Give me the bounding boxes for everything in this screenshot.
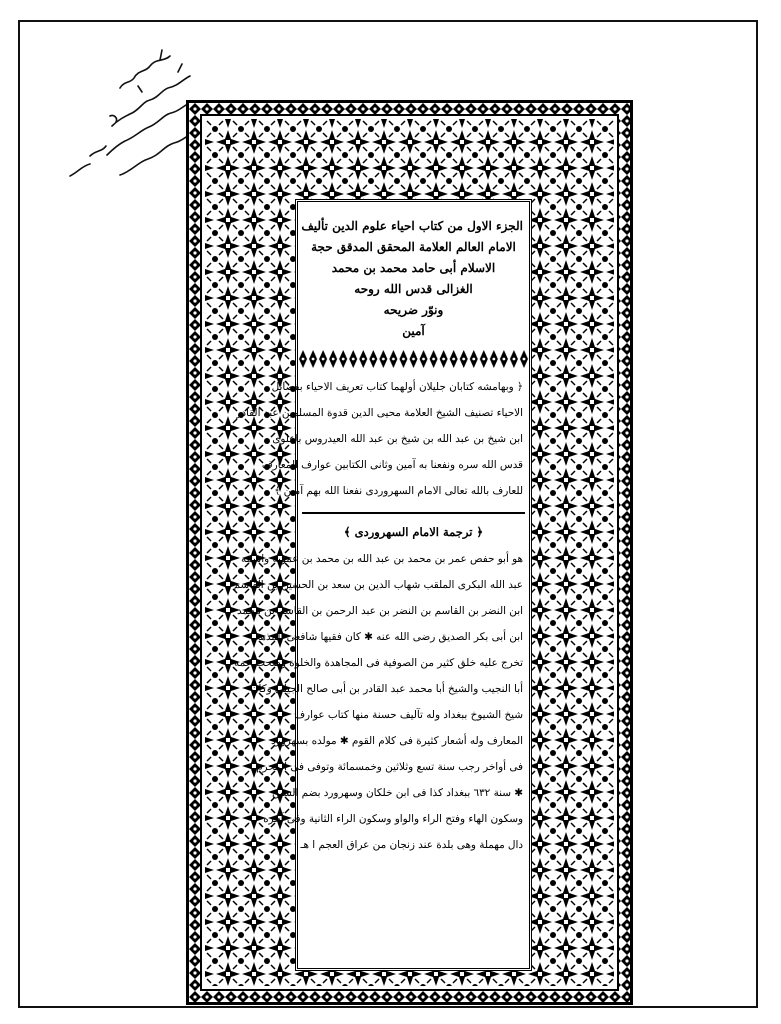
margin-handwritten-note: [50, 46, 200, 196]
paragraph-line: للعارف بالله تعالى الامام السهروردى نفعنا الله بهم آمين ﴾: [274, 485, 523, 497]
paragraph-line: وسكون الهاء وفتح الراء والواو وسكون الراء الثانية وفى آخره: [263, 813, 523, 825]
title-line: ونوّر ضريحه: [383, 303, 444, 317]
title-line: الجزء الاول من كتاب احياء علوم الدين تأليف: [301, 219, 523, 233]
biography-heading: ﴿ ترجمة الامام السهروردى ﴾: [343, 525, 484, 539]
paragraph-line: هو أبو حفص عمر بن محمد بن عبد الله بن محمد بن عمويه واسمه: [240, 553, 523, 565]
paragraph-line: ﴿ وبهامشه كتابان جليلان أولهما كتاب تعريف الاحياء بفضائل: [271, 381, 523, 393]
ornamental-border-frame: [186, 100, 633, 1005]
paragraph-line: أبا النجيب والشيخ أبا محمد عبد القادر بن أبى صالح الجيلى وكان: [250, 683, 523, 695]
paragraph-line: شيخ الشيوخ ببغداد وله تآليف حسنة منها كتاب عوارف: [294, 709, 523, 721]
page-sheet: [18, 20, 758, 1008]
paragraph-line: الاحياء تصنيف الشيخ العلامة محيى الدين قدوة المسلمين عبد القادر: [236, 407, 523, 419]
paragraph-line: عبد الله البكرى الملقب شهاب الدين بن سعد بن الحسين بن القاسم: [233, 579, 523, 591]
title-line: الامام العالم العلامة المحقق المدقق حجة: [311, 240, 516, 254]
text-panel: [233, 199, 532, 971]
biography-paragraph: [233, 544, 529, 860]
paragraph-line: ابن أبى بكر الصديق رضى الله عنه ✱ كان فقيها شافعى المذهب: [250, 631, 523, 643]
title-line: الغزالى قدس الله روحه: [354, 282, 473, 296]
paragraph-line: دال مهملة وهى بلدة عند زنجان من عراق العجم ا هـ: [300, 839, 523, 851]
paragraph-line: تخرج عليه خلق كثير من الصوفية فى المجاهدة والخلوة وصحب عمه: [234, 657, 523, 669]
title-line: آمين: [402, 324, 425, 338]
handwriting-scribble: [50, 46, 200, 196]
paragraph-line: ابن النضر بن القاسم بن النضر بن عبد الرحمن بن القاسم بن محمد: [236, 605, 523, 617]
paragraph-line: فى أواخر رجب سنة تسع وثلاثين وخمسمائة وتوفى فى المحرم: [256, 761, 523, 773]
title-block: [298, 202, 529, 342]
title-line: الاسلام أبى حامد محمد بن محمد: [331, 261, 496, 275]
paragraph-line: ✱ سنة ٦٣٢ ببغداد كذا فى ابن خلكان وسهرورد بضم السين: [271, 787, 523, 799]
paragraph-line: قدس الله سره ونفعنا به آمين وثانى الكتابين عوارف المعارف: [261, 459, 523, 471]
paragraph-line: المعارف وله أشعار كثيرة فى كلام القوم ✱ مولده بسهرورد: [270, 735, 523, 747]
section-rule: [302, 512, 525, 514]
ornamental-divider: [298, 348, 529, 370]
margin-works-paragraph: [236, 372, 529, 506]
paragraph-line: ابن شيخ بن عبد الله بن شيخ بن عبد الله العيدروس باعلوى: [272, 433, 523, 445]
